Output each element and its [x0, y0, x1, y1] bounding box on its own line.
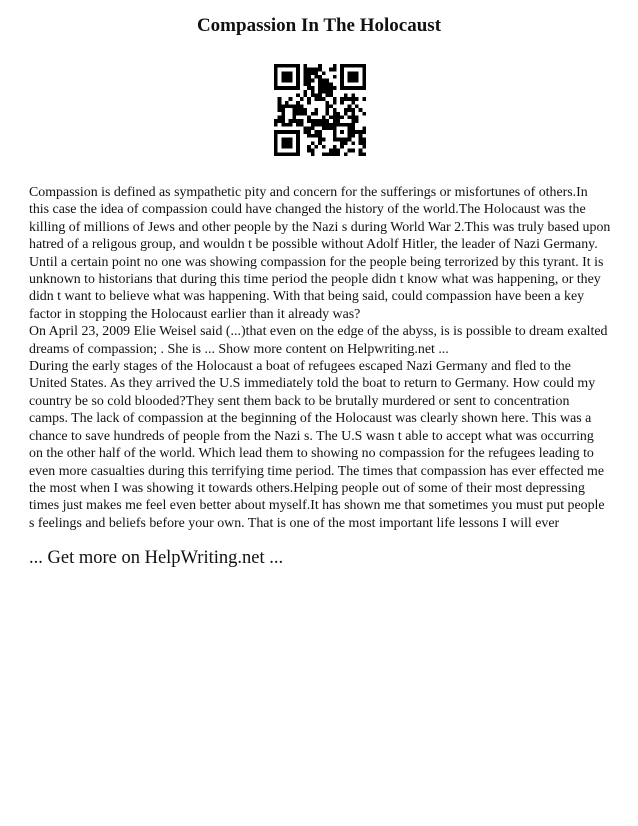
paragraph: During the early stages of the Holocaust a boat of refugees escaped Nazi Germany and fled to the United States. As they arrived the U.S immediately told the boat to return to Germany. How could my country be so cold blooded?They sent them back to be brutally murdered or sent to concentration camps. The lack of compassion at the beginning of the Holocaust was clearly shown here. This was a chance to save hundreds of people from the Nazi s. The U.S wasn t able to accept what was occurring on the other half of the world. Which lead them to showing no compassion for the refugees leading to even more casualties during this terrifying time period. The times that compassion has ever effected me the most when I was showing it towards others.Helping people out of some of their most depressing times just makes me feel even better about myself.It has shown me that sometimes you must put people s feelings and beliefs before your own. That is one of the most important life lessons I will ever — [29, 359, 605, 531]
document-title: Compassion In The Holocaust — [196, 15, 442, 36]
qr-code-icon — [274, 64, 366, 156]
paragraph: On April 23, 2009 Elie Weisel said (...)that even on the edge of the abyss, is is possible to dream exalted dreams of compassion; . She is ... Show more content on Helpwriting.net ... — [29, 324, 608, 357]
get-more-link[interactable]: ... Get more on HelpWriting.net ... — [29, 548, 284, 568]
essay-body — [29, 184, 611, 532]
paragraph: Compassion is defined as sympathetic pity and concern for the sufferings or misfortunes of others.In this case the idea of compassion could have changed the history of the world.The Holocaust was the killing of millions of Jews and other people by the Nazi s during World War 2.This was truly based upon hatred of a religous group, and wouldn t be possible without Adolf Hitler, the leader of Nazi Germany. Until a certain point no one was showing compassion for the people being terrorized by this tyrant. It is unknown to historians that during this time period the people didn t know what was happening, or they didn t want to believe what was happening. With that being said, could compassion have been a key factor in stopping the Holocaust earlier than it already was? — [29, 185, 611, 322]
